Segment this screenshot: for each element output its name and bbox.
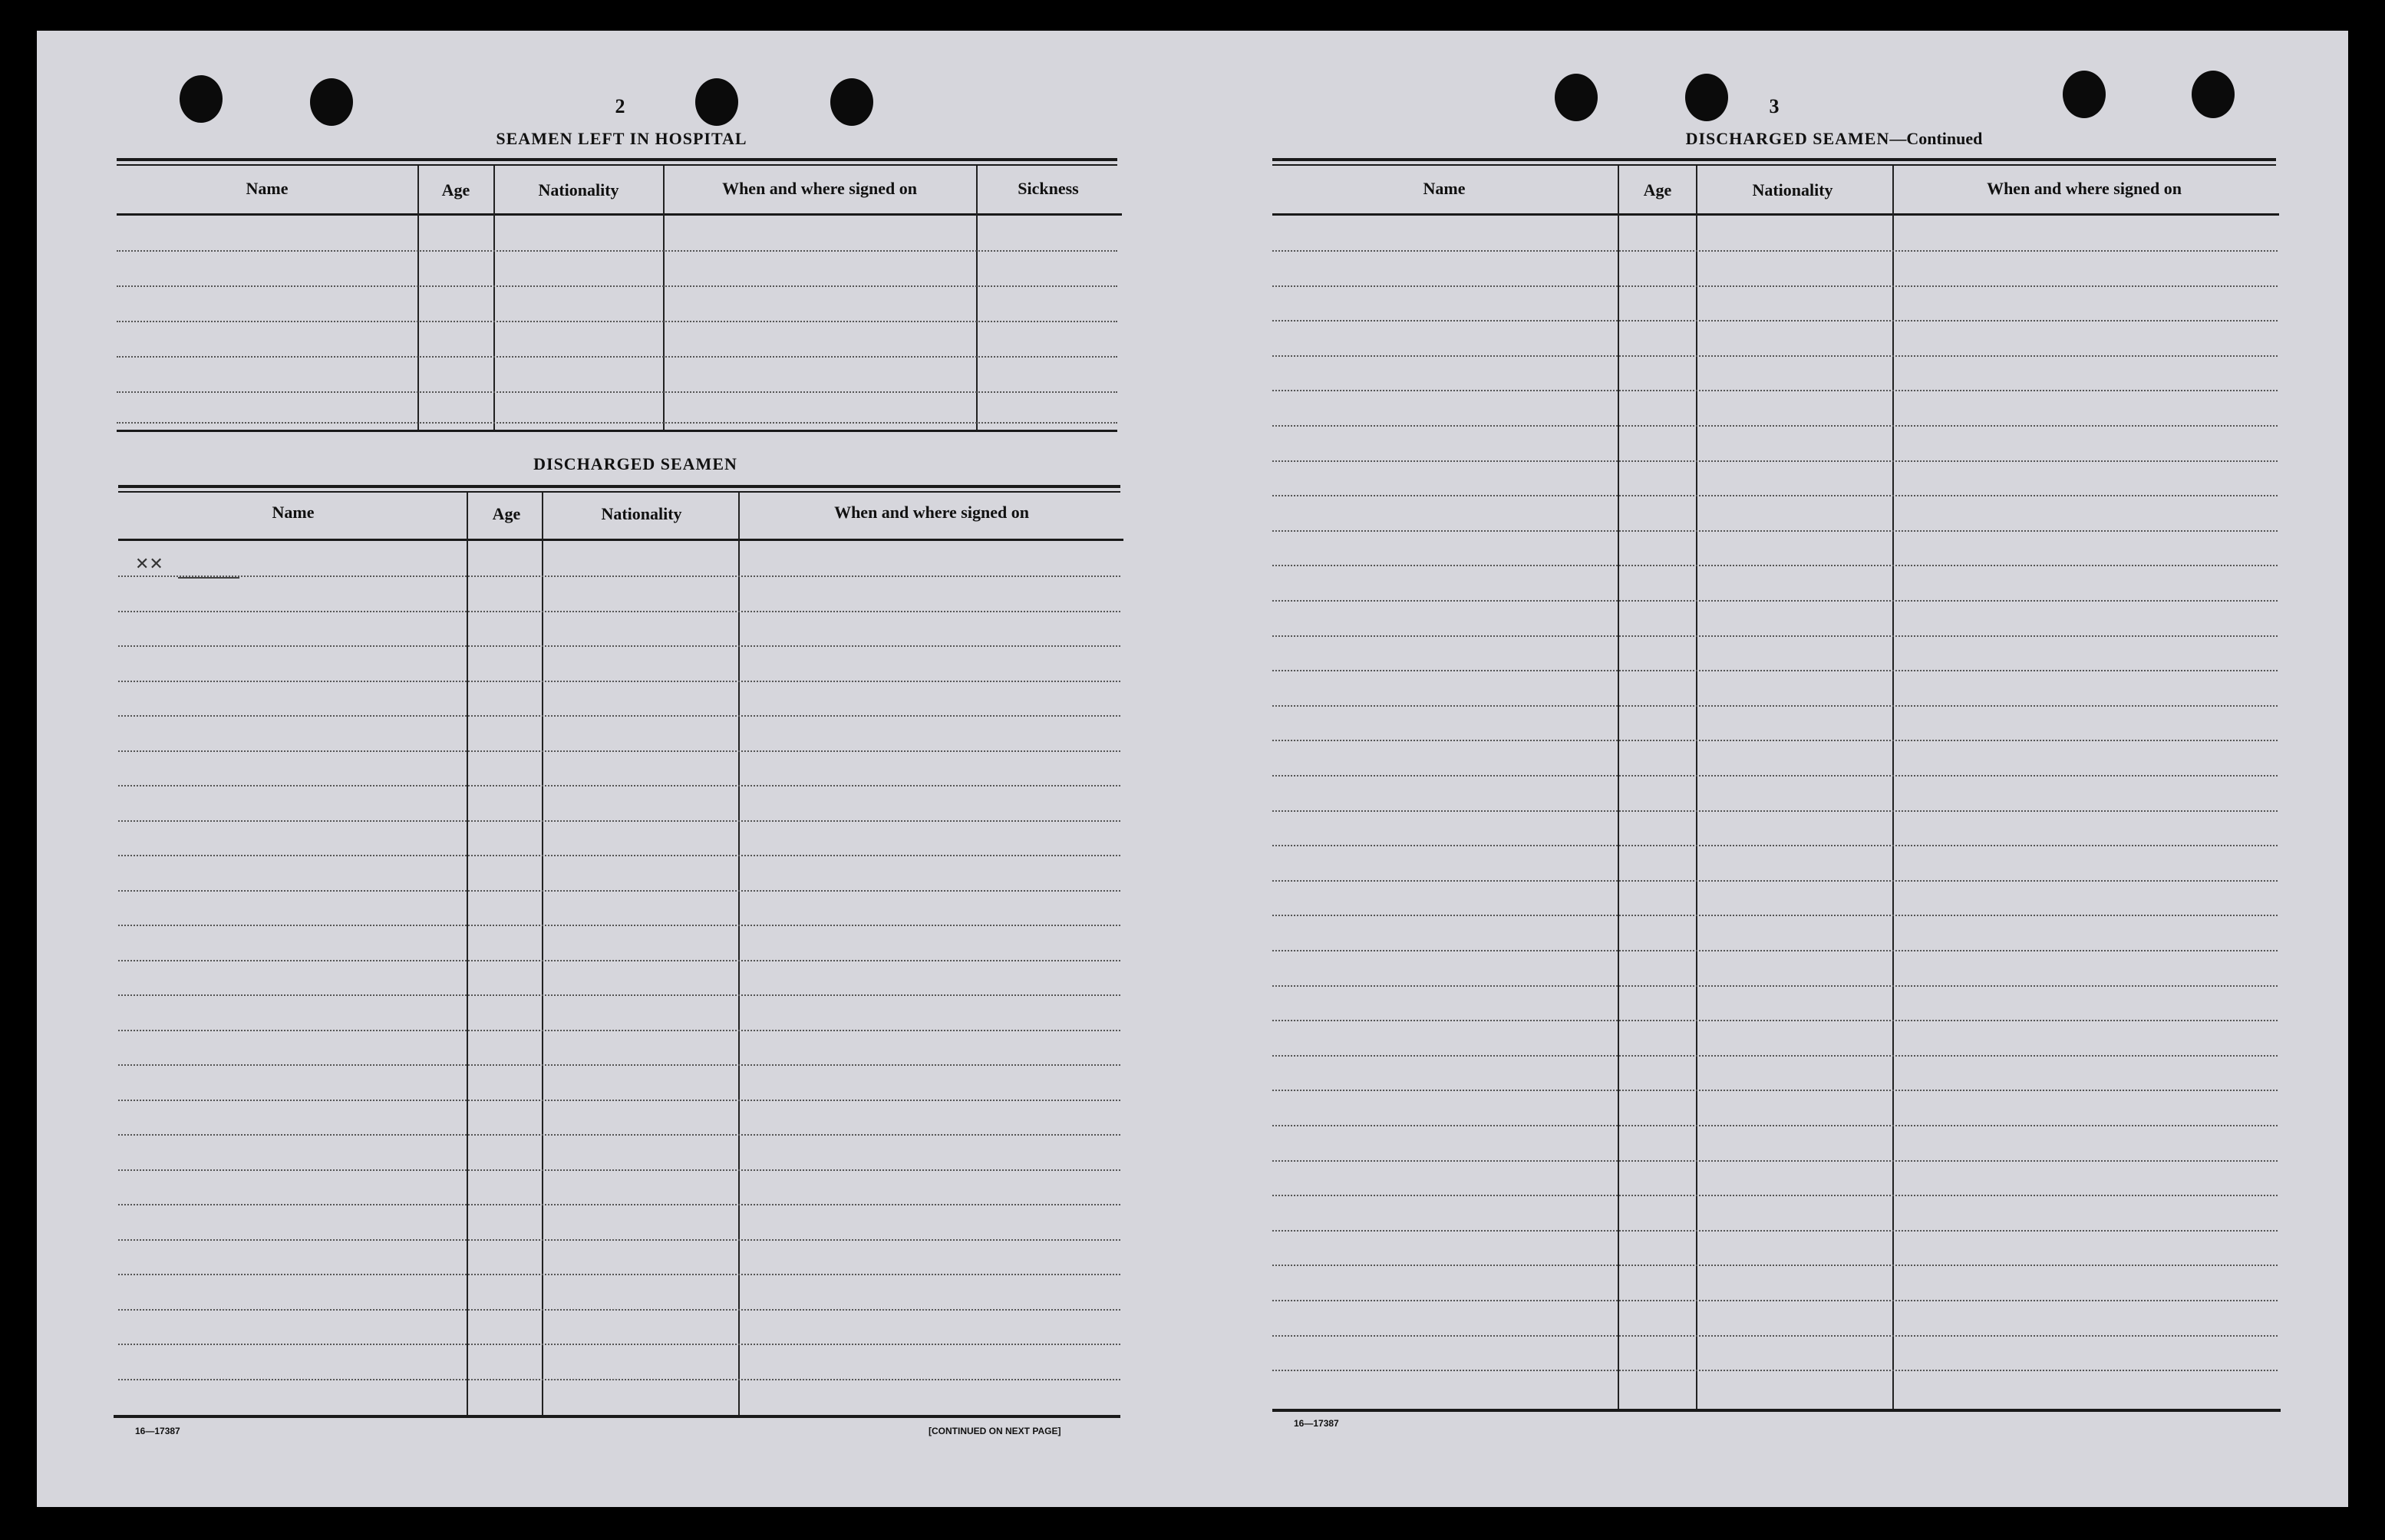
row-line: [1272, 845, 2278, 846]
right-section-title-suffix: —Continued: [1889, 129, 1983, 148]
hospital-column-divider: [493, 166, 495, 430]
hospital-header-name: Name: [246, 179, 289, 198]
punch-hole: [310, 78, 353, 126]
row-line: [118, 611, 1120, 612]
hospital-table-top-rule: [117, 164, 1117, 166]
row-line: [1272, 810, 2278, 812]
right-section-title-main: DISCHARGED SEAMEN: [1685, 129, 1890, 148]
row-line: [118, 785, 1120, 786]
row-line: [1272, 670, 2278, 671]
discharged-header-age: Age: [492, 504, 521, 523]
hospital-table-bottom-rule: [117, 430, 1117, 432]
document-sheet: [37, 31, 2348, 1507]
row-line: [118, 681, 1120, 682]
row-line: [118, 820, 1120, 822]
punch-hole: [180, 75, 223, 123]
discharged-column-divider: [738, 493, 740, 1415]
row-line: [118, 960, 1120, 961]
discharged-table-top-rule: [118, 491, 1120, 493]
hospital-row-line: [117, 285, 1117, 287]
hospital-row-line: [117, 250, 1117, 252]
punch-hole: [1555, 74, 1598, 121]
row-line: [1272, 1020, 2278, 1021]
row-line: [1272, 530, 2278, 532]
right-table-header-rule: [1272, 213, 2279, 216]
row-line: [118, 1204, 1120, 1205]
row-line: [1272, 250, 2278, 252]
hospital-row-line: [117, 391, 1117, 393]
handwritten-mark: ✕✕: [135, 554, 163, 573]
row-line: [1272, 705, 2278, 707]
punch-hole: [2192, 71, 2235, 118]
hospital-column-divider: [417, 166, 419, 430]
row-line: [118, 1100, 1120, 1101]
row-line: [1272, 320, 2278, 322]
row-line: [1272, 775, 2278, 777]
form-number: 16—17387: [1294, 1418, 1339, 1429]
row-line: [118, 925, 1120, 926]
right-table-top-rule: [1272, 158, 2276, 161]
row-line: [1272, 600, 2278, 602]
discharged-table-bottom-rule: [114, 1415, 1120, 1418]
punch-hole: [1685, 74, 1728, 121]
right-table-top-rule: [1272, 164, 2276, 166]
row-line: [1272, 1055, 2278, 1057]
continued-note: [CONTINUED ON NEXT PAGE]: [929, 1426, 1061, 1436]
form-number: 16—17387: [135, 1426, 180, 1436]
hospital-row-line: [117, 321, 1117, 322]
row-line: [1272, 635, 2278, 637]
discharged-section-title: DISCHARGED SEAMEN: [533, 454, 737, 473]
right-header-name: Name: [1423, 179, 1466, 198]
row-line: [118, 1309, 1120, 1311]
right-header-age: Age: [1643, 180, 1672, 200]
hospital-column-divider: [663, 166, 665, 430]
row-line: [1272, 1370, 2278, 1371]
hospital-section-title: SEAMEN LEFT IN HOSPITAL: [496, 129, 747, 148]
page-number: 3: [1769, 95, 1780, 117]
row-line: [1272, 1195, 2278, 1196]
handwritten-underline: [178, 577, 239, 579]
row-line: [118, 1169, 1120, 1171]
row-line: [1272, 985, 2278, 987]
row-line: [118, 1030, 1120, 1031]
row-line: [1272, 460, 2278, 462]
hospital-header-sickness: Sickness: [1018, 179, 1079, 198]
row-line: [118, 1239, 1120, 1241]
row-line: [1272, 1125, 2278, 1126]
row-line: [118, 715, 1120, 717]
row-line: [1272, 425, 2278, 427]
row-line: [118, 1274, 1120, 1275]
row-line: [1272, 950, 2278, 951]
right-table-bottom-rule: [1272, 1409, 2281, 1412]
discharged-table-top-rule: [118, 485, 1120, 488]
page-number: 2: [615, 95, 625, 117]
row-line: [118, 575, 1120, 577]
hospital-header-nationality: Nationality: [538, 180, 619, 200]
row-line: [1272, 355, 2278, 357]
right-section-title: [1686, 129, 1983, 149]
right-header-signed-on: When and where signed on: [1987, 179, 2182, 198]
hospital-table-top-rule: [117, 158, 1117, 161]
row-line: [1272, 1160, 2278, 1162]
row-line: [1272, 1230, 2278, 1232]
row-line: [118, 1379, 1120, 1380]
hospital-header-age: Age: [441, 180, 470, 200]
row-line: [1272, 1090, 2278, 1091]
row-line: [1272, 495, 2278, 496]
hospital-row-line: [117, 422, 1117, 424]
discharged-table-header-rule: [118, 539, 1123, 541]
row-line: [1272, 565, 2278, 566]
punch-hole: [695, 78, 738, 126]
hospital-header-signed-on: When and where signed on: [722, 179, 917, 198]
row-line: [118, 994, 1120, 996]
row-line: [118, 645, 1120, 647]
punch-hole: [2063, 71, 2106, 118]
row-line: [1272, 880, 2278, 882]
right-column-divider: [1618, 166, 1619, 1409]
discharged-column-divider: [542, 493, 543, 1415]
row-line: [118, 890, 1120, 892]
row-line: [1272, 1300, 2278, 1301]
right-column-divider: [1696, 166, 1697, 1409]
row-line: [1272, 285, 2278, 287]
discharged-column-divider: [467, 493, 468, 1415]
hospital-row-line: [117, 356, 1117, 358]
row-line: [118, 855, 1120, 856]
row-line: [1272, 390, 2278, 391]
row-line: [118, 1064, 1120, 1066]
discharged-header-signed-on: When and where signed on: [834, 503, 1029, 522]
row-line: [1272, 1265, 2278, 1266]
row-line: [118, 1344, 1120, 1345]
discharged-header-name: Name: [272, 503, 315, 522]
punch-hole: [830, 78, 873, 126]
row-line: [118, 1134, 1120, 1136]
right-header-nationality: Nationality: [1752, 180, 1833, 200]
discharged-header-nationality: Nationality: [601, 504, 682, 523]
right-column-divider: [1892, 166, 1894, 1409]
row-line: [1272, 915, 2278, 916]
row-line: [1272, 740, 2278, 741]
row-line: [118, 750, 1120, 752]
row-line: [1272, 1335, 2278, 1337]
hospital-column-divider: [976, 166, 978, 430]
hospital-table-header-rule: [117, 213, 1122, 216]
